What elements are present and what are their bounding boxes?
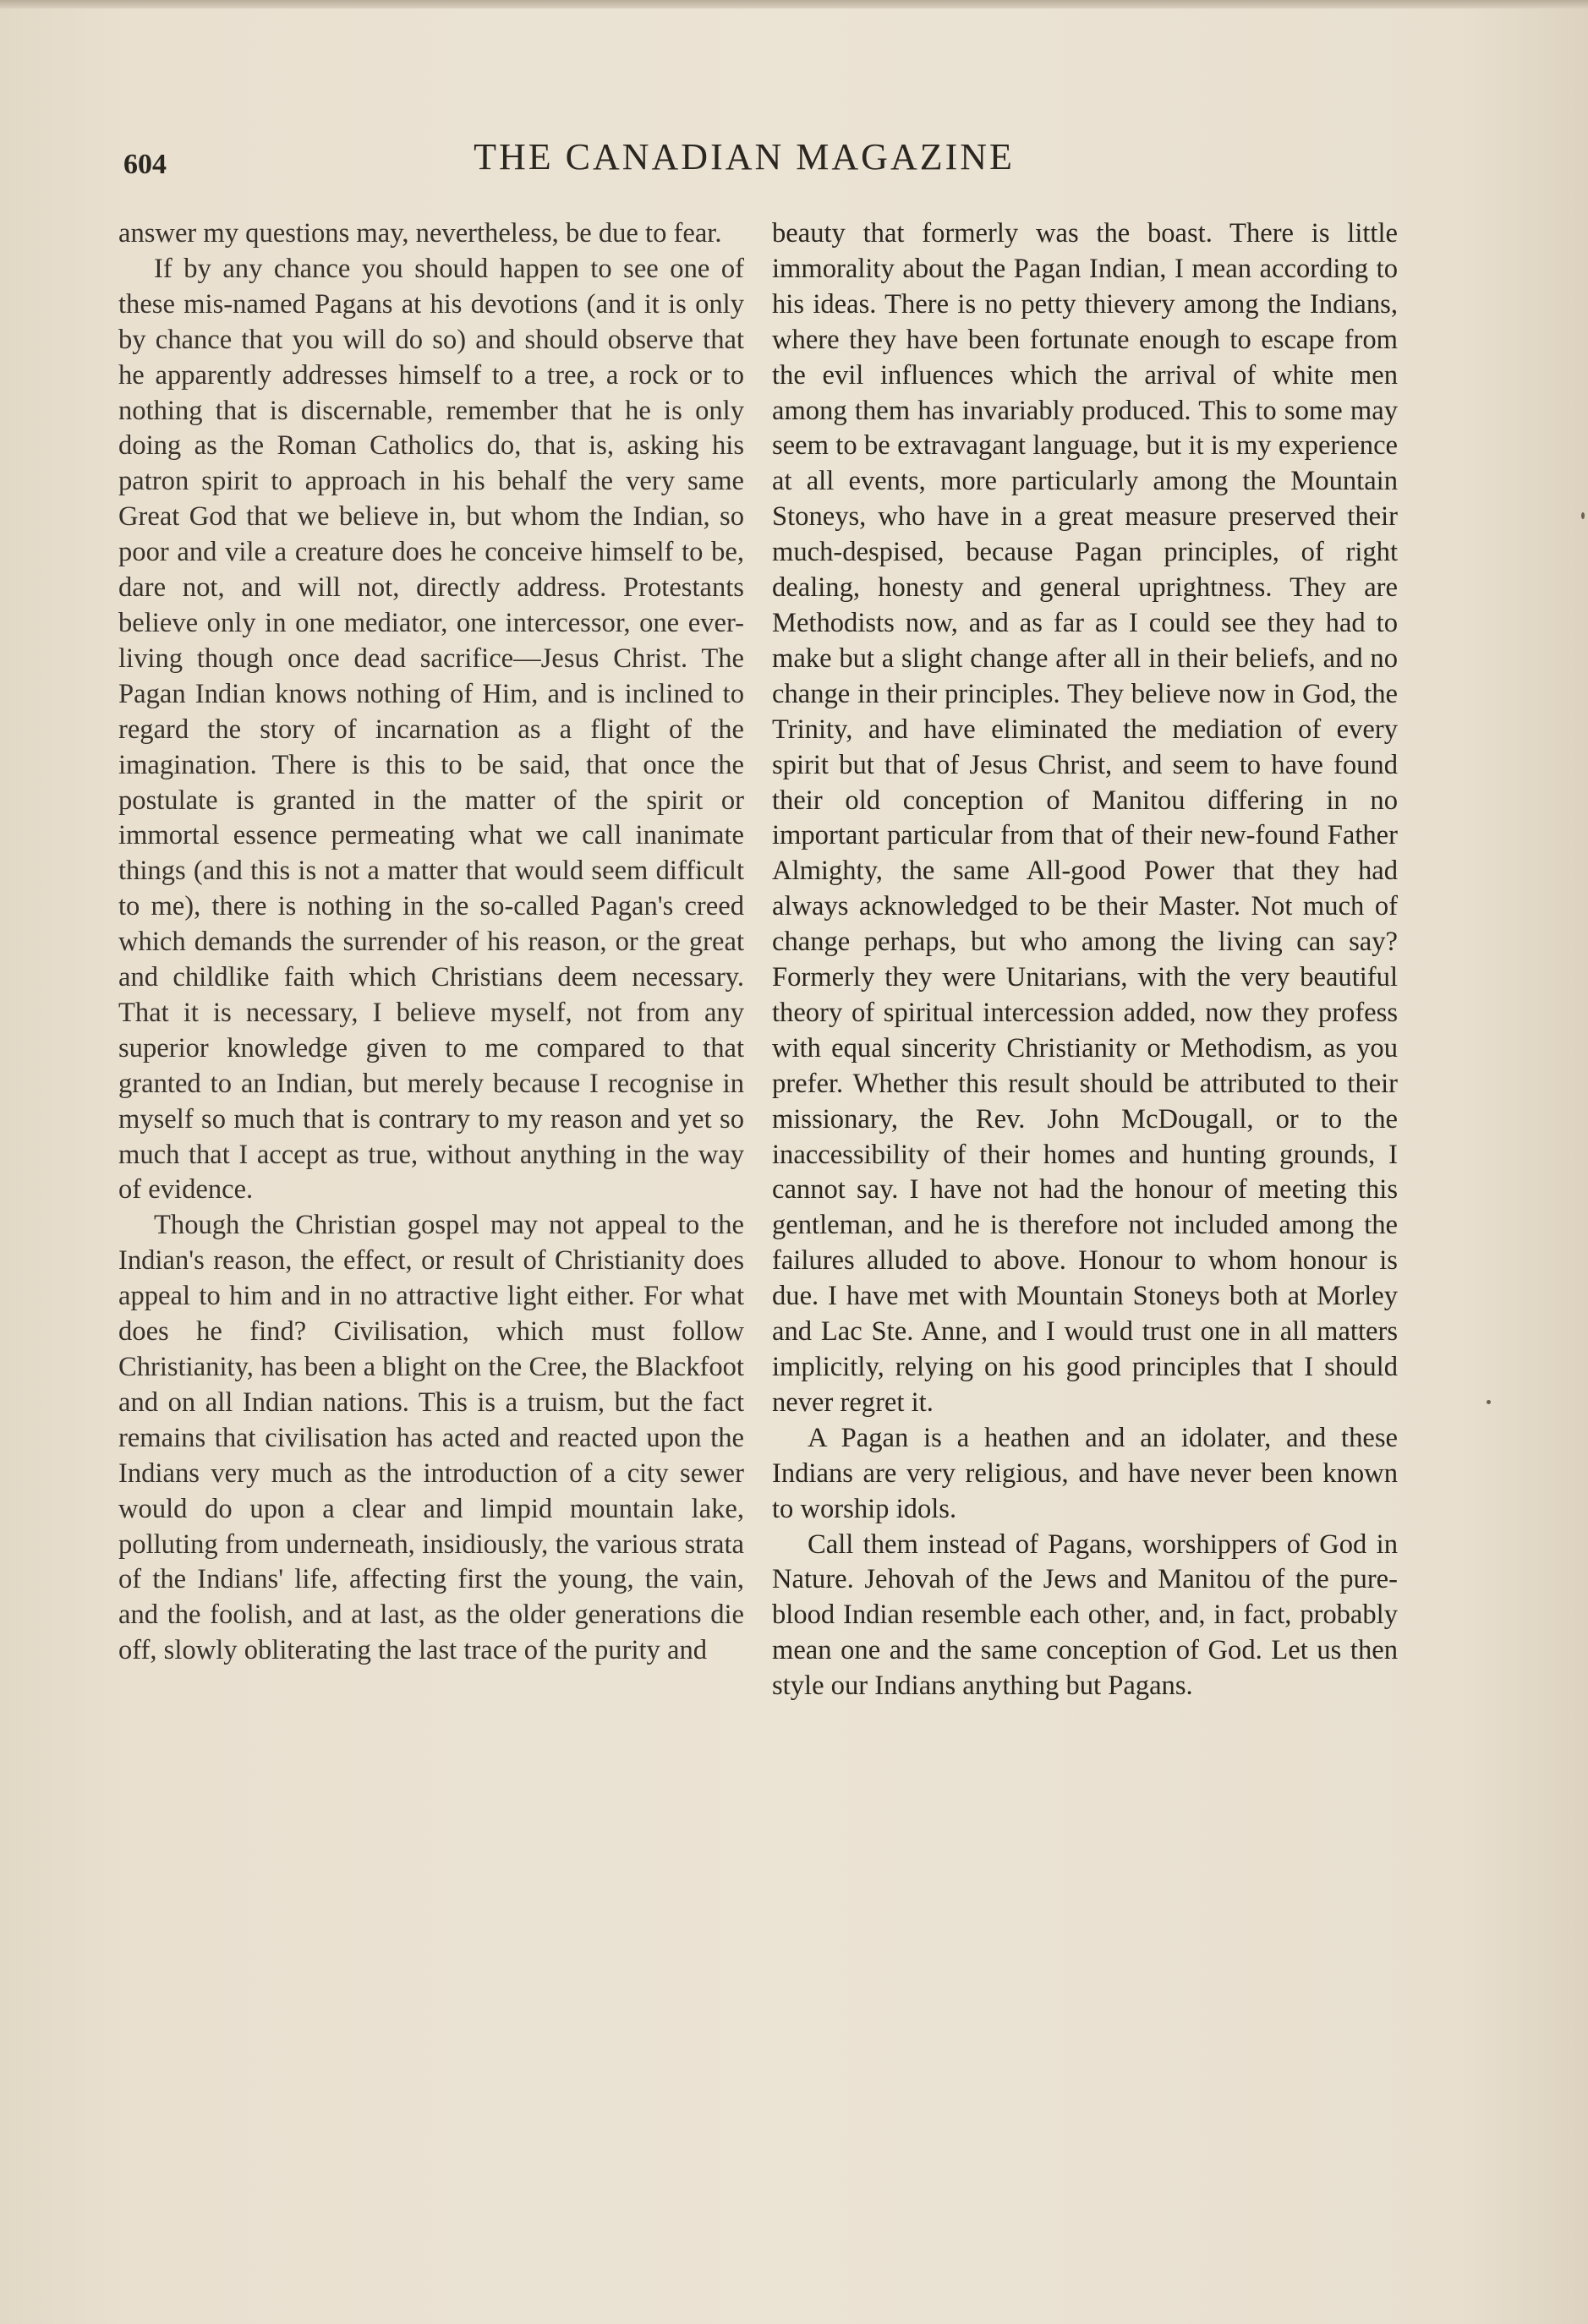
- paragraph: answer my questions may, nevertheless, be due to fear.: [118, 218, 722, 249]
- paragraph: Call them instead of Pagans, worshippers of God in Nature. Jehovah of the Jews and Manitou of the pure-blood Indian resemble each other, and, in fact, probably mean one and the same conception of God. Let us then style our Indians anything but Pagans.: [772, 1528, 1398, 1702]
- page-header: [118, 127, 1370, 186]
- paragraph: beauty that formerly was the boast. There is little immorality about the Pagan Indian, I mean according to his ideas. There is no petty thievery among the Indians, where they have been fortunate enough to escape from the evil influences which the arrival of white men among them has invariably produced. This to some may seem to be extravagant language, but it is my experience at all events, more particularly among the Mountain Stoneys, who have in a great measure preserved their much-despised, because Pagan principles, of right dealing, honesty and general uprightness. They are Methodists now, and as far as I could see they had to make but a slight change after all in their beliefs, and no change in their principles. They believe now in God, the Trinity, and have eliminated the mediation of every spirit but that of Jesus Christ, and seem to have found their old conception of Manitou differing in no important particular from that of their new-found Father Almighty, the same All-good Power that they had always acknowledged to be their Master. Not much of change perhaps, but who among the living can say? Formerly they were Unitarians, with the very beautiful theory of spiritual intercession added, now they profess with equal sincerity Christianity or Methodism, as you prefer. Whether this result should be attributed to their missionary, the Rev. John McDougall, or to the inaccessibility of their homes and hunting grounds, I cannot say. I have not had the honour of meeting this gentleman, and he is therefore not included among the failures alluded to above. Honour to whom honour is due. I have met with Mountain Stoneys both at Morley and Lac Ste. Anne, and I would trust one in all matters implicitly, relying on his good principles that I should never regret it.: [772, 218, 1398, 1418]
- paragraph: If by any chance you should happen to see one of these mis-named Pagans at his devotions (and it is only by chance that you will do so) and should observe that he apparently addresses himself to a tree, a rock or to nothing that is discernable, remember that he is only doing as the Roman Catholics do, that is, asking his patron spirit to approach in his behalf the very same Great God that we believe in, but whom the Indian, so poor and vile a creature does he conceive himself to be, dare not, and will not, directly address. Protestants believe only in one mediator, one intercessor, one ever-living though once dead sacrifice—Jesus Christ. The Pagan Indian knows nothing of Him, and is inclined to regard the story of incarnation as a flight of the imagination. There is this to be said, that once the postulate is granted in the matter of the spirit or immortal essence permeating what we call inanimate things (and this is not a matter that would seem difficult to me), there is nothing in the so-called Pagan's creed which demands the surrender of his reason, or the great and childlike faith which Christians deem necessary. That it is necessary, I believe myself, not from any superior knowledge given to me compared to that granted to an Indian, but merely because I recognise in myself so much that is contrary to my reason and yet so much that I accept as true, without anything in the way of evidence.: [118, 253, 744, 1206]
- left-column: [118, 216, 744, 1669]
- paragraph: Though the Christian gospel may not appeal to the Indian's reason, the effect, or result of Christianity does appeal to him and in no attractive light either. For what does he find? Civilisation, which must follow Christianity, has been a blight on the Cree, the Blackfoot and on all Indian nations. This is a truism, but the fact remains that civilisation has acted and reacted upon the Indians very much as the introduction of a city sewer would do upon a clear and limpid mountain lake, polluting from underneath, insidiously, the various strata of the Indians' life, affecting first the young, the vain, and the foolish, and at last, as the older generations die off, slowly obliterating the last trace of the purity and: [118, 1210, 744, 1666]
- paper-speck: [1581, 512, 1585, 519]
- page-top-edge: [0, 0, 1588, 8]
- paper-speck: [1487, 1400, 1491, 1404]
- page-number: 604: [123, 149, 167, 180]
- right-column: [772, 216, 1398, 1704]
- running-title: THE CANADIAN MAGAZINE: [474, 136, 1015, 178]
- paragraph: A Pagan is a heathen and an idolater, and these Indians are very religious, and have never been known to worship idols.: [772, 1422, 1398, 1524]
